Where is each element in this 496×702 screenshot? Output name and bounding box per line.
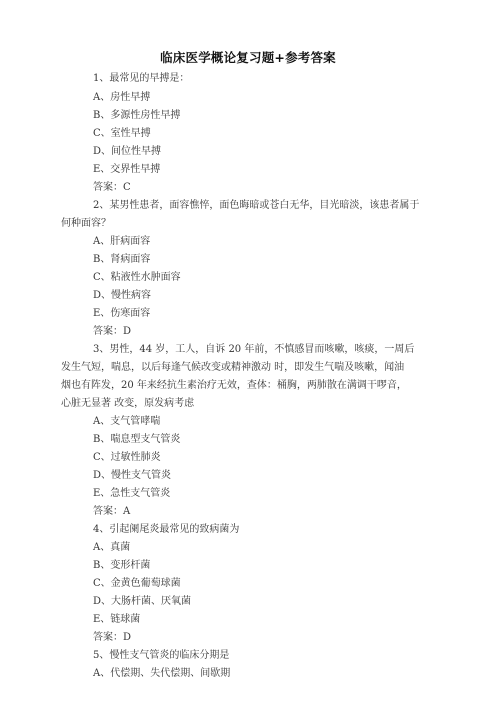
option-1e: E、交界性早搏 — [93, 164, 161, 175]
option-2b: B、肾病面容 — [93, 254, 151, 265]
option-4d: D、大肠杆菌、厌氧菌 — [93, 596, 192, 607]
answer-4: 答案：D — [93, 632, 132, 643]
option-5a: A、代偿期、失代偿期、间歇期 — [93, 668, 231, 679]
question-2: 2、某男性患者，面容憔悴，面色晦暗或苍白无华，目光暗淡，该患者属于 — [93, 200, 420, 211]
answer-1: 答案：C — [93, 182, 131, 193]
document-title: 临床医学概论复习题+参考答案 — [160, 50, 336, 65]
option-4c: C、金黄色葡萄球菌 — [93, 578, 181, 589]
option-3c: C、过敏性肺炎 — [93, 452, 161, 463]
question-1: 1、最常见的早搏是： — [93, 73, 190, 84]
option-2e: E、伤寒面容 — [93, 308, 151, 319]
option-2c: C、粘液性水肿面容 — [93, 272, 181, 283]
answer-3: 答案：A — [93, 506, 131, 517]
option-3b: B、喘息型支气管炎 — [93, 434, 181, 445]
question-3-cont-2: 烟也有阵发，20 年来经抗生素治疗无效，查体：桶胸，两肺散在满调干啰音， — [61, 380, 407, 391]
question-2-cont: 何种面容？ — [61, 218, 111, 229]
option-4e: E、链球菌 — [93, 614, 141, 625]
question-3-cont-1: 发生气短，喘息，以后每逢气候改变或精神激动 时，即发生气喘及咳嗽，闻油 — [61, 362, 405, 373]
option-2d: D、慢性病容 — [93, 290, 152, 301]
option-1d: D、间位性早搏 — [93, 146, 162, 157]
option-3e: E、急性支气管炎 — [93, 488, 171, 499]
option-4b: B、变形杆菌 — [93, 560, 151, 571]
option-3a: A、支气管哮喘 — [93, 416, 161, 427]
question-3-cont-3: 心脏无显著 改变，原发病考虑 — [61, 398, 195, 409]
option-1a: A、房性早搏 — [93, 92, 151, 103]
option-3d: D、慢性支气管炎 — [93, 470, 172, 481]
option-2a: A、肝病面容 — [93, 236, 151, 247]
option-4a: A、真菌 — [93, 542, 131, 553]
question-3: 3、男性，44 岁，工人，自诉 20 年前，不慎感冒而咳嗽，咳痰，一周后 — [93, 344, 415, 355]
answer-2: 答案：D — [93, 326, 132, 337]
question-4: 4、引起阑尾炎最常见的致病菌为 — [93, 524, 240, 535]
option-1b: B、多源性房性早搏 — [93, 110, 181, 121]
option-1c: C、室性早搏 — [93, 128, 151, 139]
question-5: 5、慢性支气管炎的临床分期是 — [93, 650, 230, 661]
